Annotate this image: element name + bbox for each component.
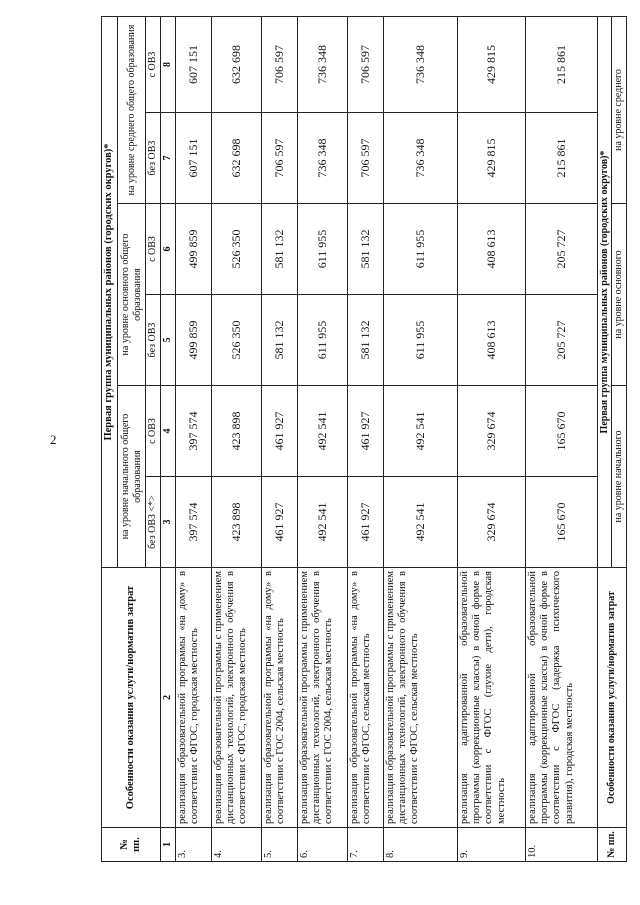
subhead-cell: с ОВЗ (146, 204, 161, 295)
value-cell: 215 861 (525, 113, 597, 204)
subhead-cell: с ОВЗ (146, 386, 161, 477)
value-cell: 581 132 (261, 204, 297, 295)
row-number: 10. (525, 828, 597, 862)
value-cell: 526 350 (211, 204, 261, 295)
value-cell: 499 859 (175, 295, 211, 386)
value-cell: 611 955 (297, 295, 347, 386)
level-primary-header: на уровне начального (612, 386, 627, 568)
value-cell: 706 597 (261, 17, 297, 113)
level-basic-header: на уровне основного (612, 204, 627, 386)
value-cell: 706 597 (261, 113, 297, 204)
row-number: 4. (211, 828, 261, 862)
level-secondary-header: на уровне среднего (612, 17, 627, 204)
value-cell: 632 698 (211, 113, 261, 204)
table-row (383, 17, 457, 862)
value-cell: 736 348 (297, 17, 347, 113)
rotated-table-wrapper (101, 17, 625, 862)
value-cell: 581 132 (347, 295, 383, 386)
col-number: 8 (160, 17, 175, 113)
table-row (211, 17, 261, 862)
value-cell: 611 955 (297, 204, 347, 295)
col-number: 7 (160, 113, 175, 204)
level-secondary-header: на уровне среднего общего образования (118, 17, 146, 204)
value-cell: 205 727 (525, 204, 597, 295)
table-row (525, 17, 597, 862)
group-title-header: Первая группа муниципальных районов (городских округов)* (102, 17, 118, 568)
value-cell: 461 927 (261, 386, 297, 477)
col-no-header: № пп. (597, 828, 627, 862)
row-number: 7. (347, 828, 383, 862)
value-cell: 492 541 (297, 386, 347, 477)
header-row-group (102, 17, 118, 862)
subhead-cell: с ОВЗ (146, 17, 161, 113)
value-cell: 607 151 (175, 17, 211, 113)
value-cell: 492 541 (383, 386, 457, 477)
col-number: 1 (160, 828, 175, 862)
col-number: 3 (160, 477, 175, 568)
value-cell: 165 670 (525, 386, 597, 477)
value-cell: 397 574 (175, 386, 211, 477)
value-cell: 461 927 (347, 477, 383, 568)
row-description: реализация образовательной программы с применением дистанционных технологий, электронного обучения в соответствии с ФГОС, городская местность (211, 568, 261, 828)
value-cell: 736 348 (383, 113, 457, 204)
cost-norms-table (101, 16, 627, 862)
row-number: 9. (457, 828, 525, 862)
subhead-cell: без ОВЗ <*> (146, 477, 161, 568)
value-cell: 492 541 (383, 477, 457, 568)
value-cell: 632 698 (211, 17, 261, 113)
col-features-header: Особенности оказания услуги/норматив затрат (597, 568, 627, 828)
row-description: реализация образовательной программы «на дому» в соответствии с ГОС 2004, сельская местность (261, 568, 297, 828)
value-cell: 165 670 (525, 477, 597, 568)
level-primary-header: на уровне начального общего образования (118, 386, 146, 568)
value-cell: 408 613 (457, 295, 525, 386)
table-row (297, 17, 347, 862)
col-no-header: № пп. (102, 828, 161, 862)
row-number: 6. (297, 828, 347, 862)
value-cell: 499 859 (175, 204, 211, 295)
table-row (347, 17, 383, 862)
subhead-cell: без ОВЗ (146, 113, 161, 204)
row-description: реализация адаптированной образовательной программы (коррекционные классы) в очной форме в соответствии с ФГОС (задержка психического развития), городская местность (525, 568, 597, 828)
row-description: реализация образовательной программы «на дому» в соответствии с ФГОС, сельская местность (347, 568, 383, 828)
value-cell: 706 597 (347, 17, 383, 113)
subhead-cell: без ОВЗ (146, 295, 161, 386)
col-number: 5 (160, 295, 175, 386)
value-cell: 461 927 (261, 477, 297, 568)
value-cell: 423 898 (211, 386, 261, 477)
value-cell: 397 574 (175, 477, 211, 568)
row-description: реализация адаптированной образовательной программы (коррекционные классы) в очной форме в соответствии с ФГОС (глухие дети), городская местность (457, 568, 525, 828)
col-number: 6 (160, 204, 175, 295)
row-description: реализация образовательной программы с применением дистанционных технологий, электронного обучения в соответствии с ФГОС, сельская местность (383, 568, 457, 828)
group-title-header: Первая группа муниципальных районов (городских округов)* (597, 17, 612, 568)
value-cell: 581 132 (347, 204, 383, 295)
value-cell: 429 815 (457, 113, 525, 204)
page-number: 2 (50, 432, 57, 447)
value-cell: 736 348 (297, 113, 347, 204)
value-cell: 461 927 (347, 386, 383, 477)
col-number: 2 (160, 568, 175, 828)
value-cell: 581 132 (261, 295, 297, 386)
repeat-header-row (597, 17, 612, 862)
value-cell: 607 151 (175, 113, 211, 204)
value-cell: 706 597 (347, 113, 383, 204)
col-features-header: Особенности оказания услуги/норматив затрат (102, 568, 161, 828)
value-cell: 408 613 (457, 204, 525, 295)
row-number: 3. (175, 828, 211, 862)
value-cell: 423 898 (211, 477, 261, 568)
value-cell: 611 955 (383, 295, 457, 386)
value-cell: 329 674 (457, 386, 525, 477)
table-row (175, 17, 211, 862)
value-cell: 329 674 (457, 477, 525, 568)
value-cell: 492 541 (297, 477, 347, 568)
value-cell: 429 815 (457, 17, 525, 113)
table-row (261, 17, 297, 862)
column-numbering-row (160, 17, 175, 862)
value-cell: 736 348 (383, 17, 457, 113)
value-cell: 526 350 (211, 295, 261, 386)
table-row (457, 17, 525, 862)
row-number: 5. (261, 828, 297, 862)
row-description: реализация образовательной программы с применением дистанционных технологий, электронного обучения в соответствии с ГОС 2004, сельская местность (297, 568, 347, 828)
value-cell: 611 955 (383, 204, 457, 295)
row-description: реализация образовательной программы «на дому» в соответствии с ФГОС, городская местность (175, 568, 211, 828)
col-number: 4 (160, 386, 175, 477)
row-number: 8. (383, 828, 457, 862)
level-basic-header: на уровне основного общего образования (118, 204, 146, 386)
value-cell: 205 727 (525, 295, 597, 386)
value-cell: 215 861 (525, 17, 597, 113)
